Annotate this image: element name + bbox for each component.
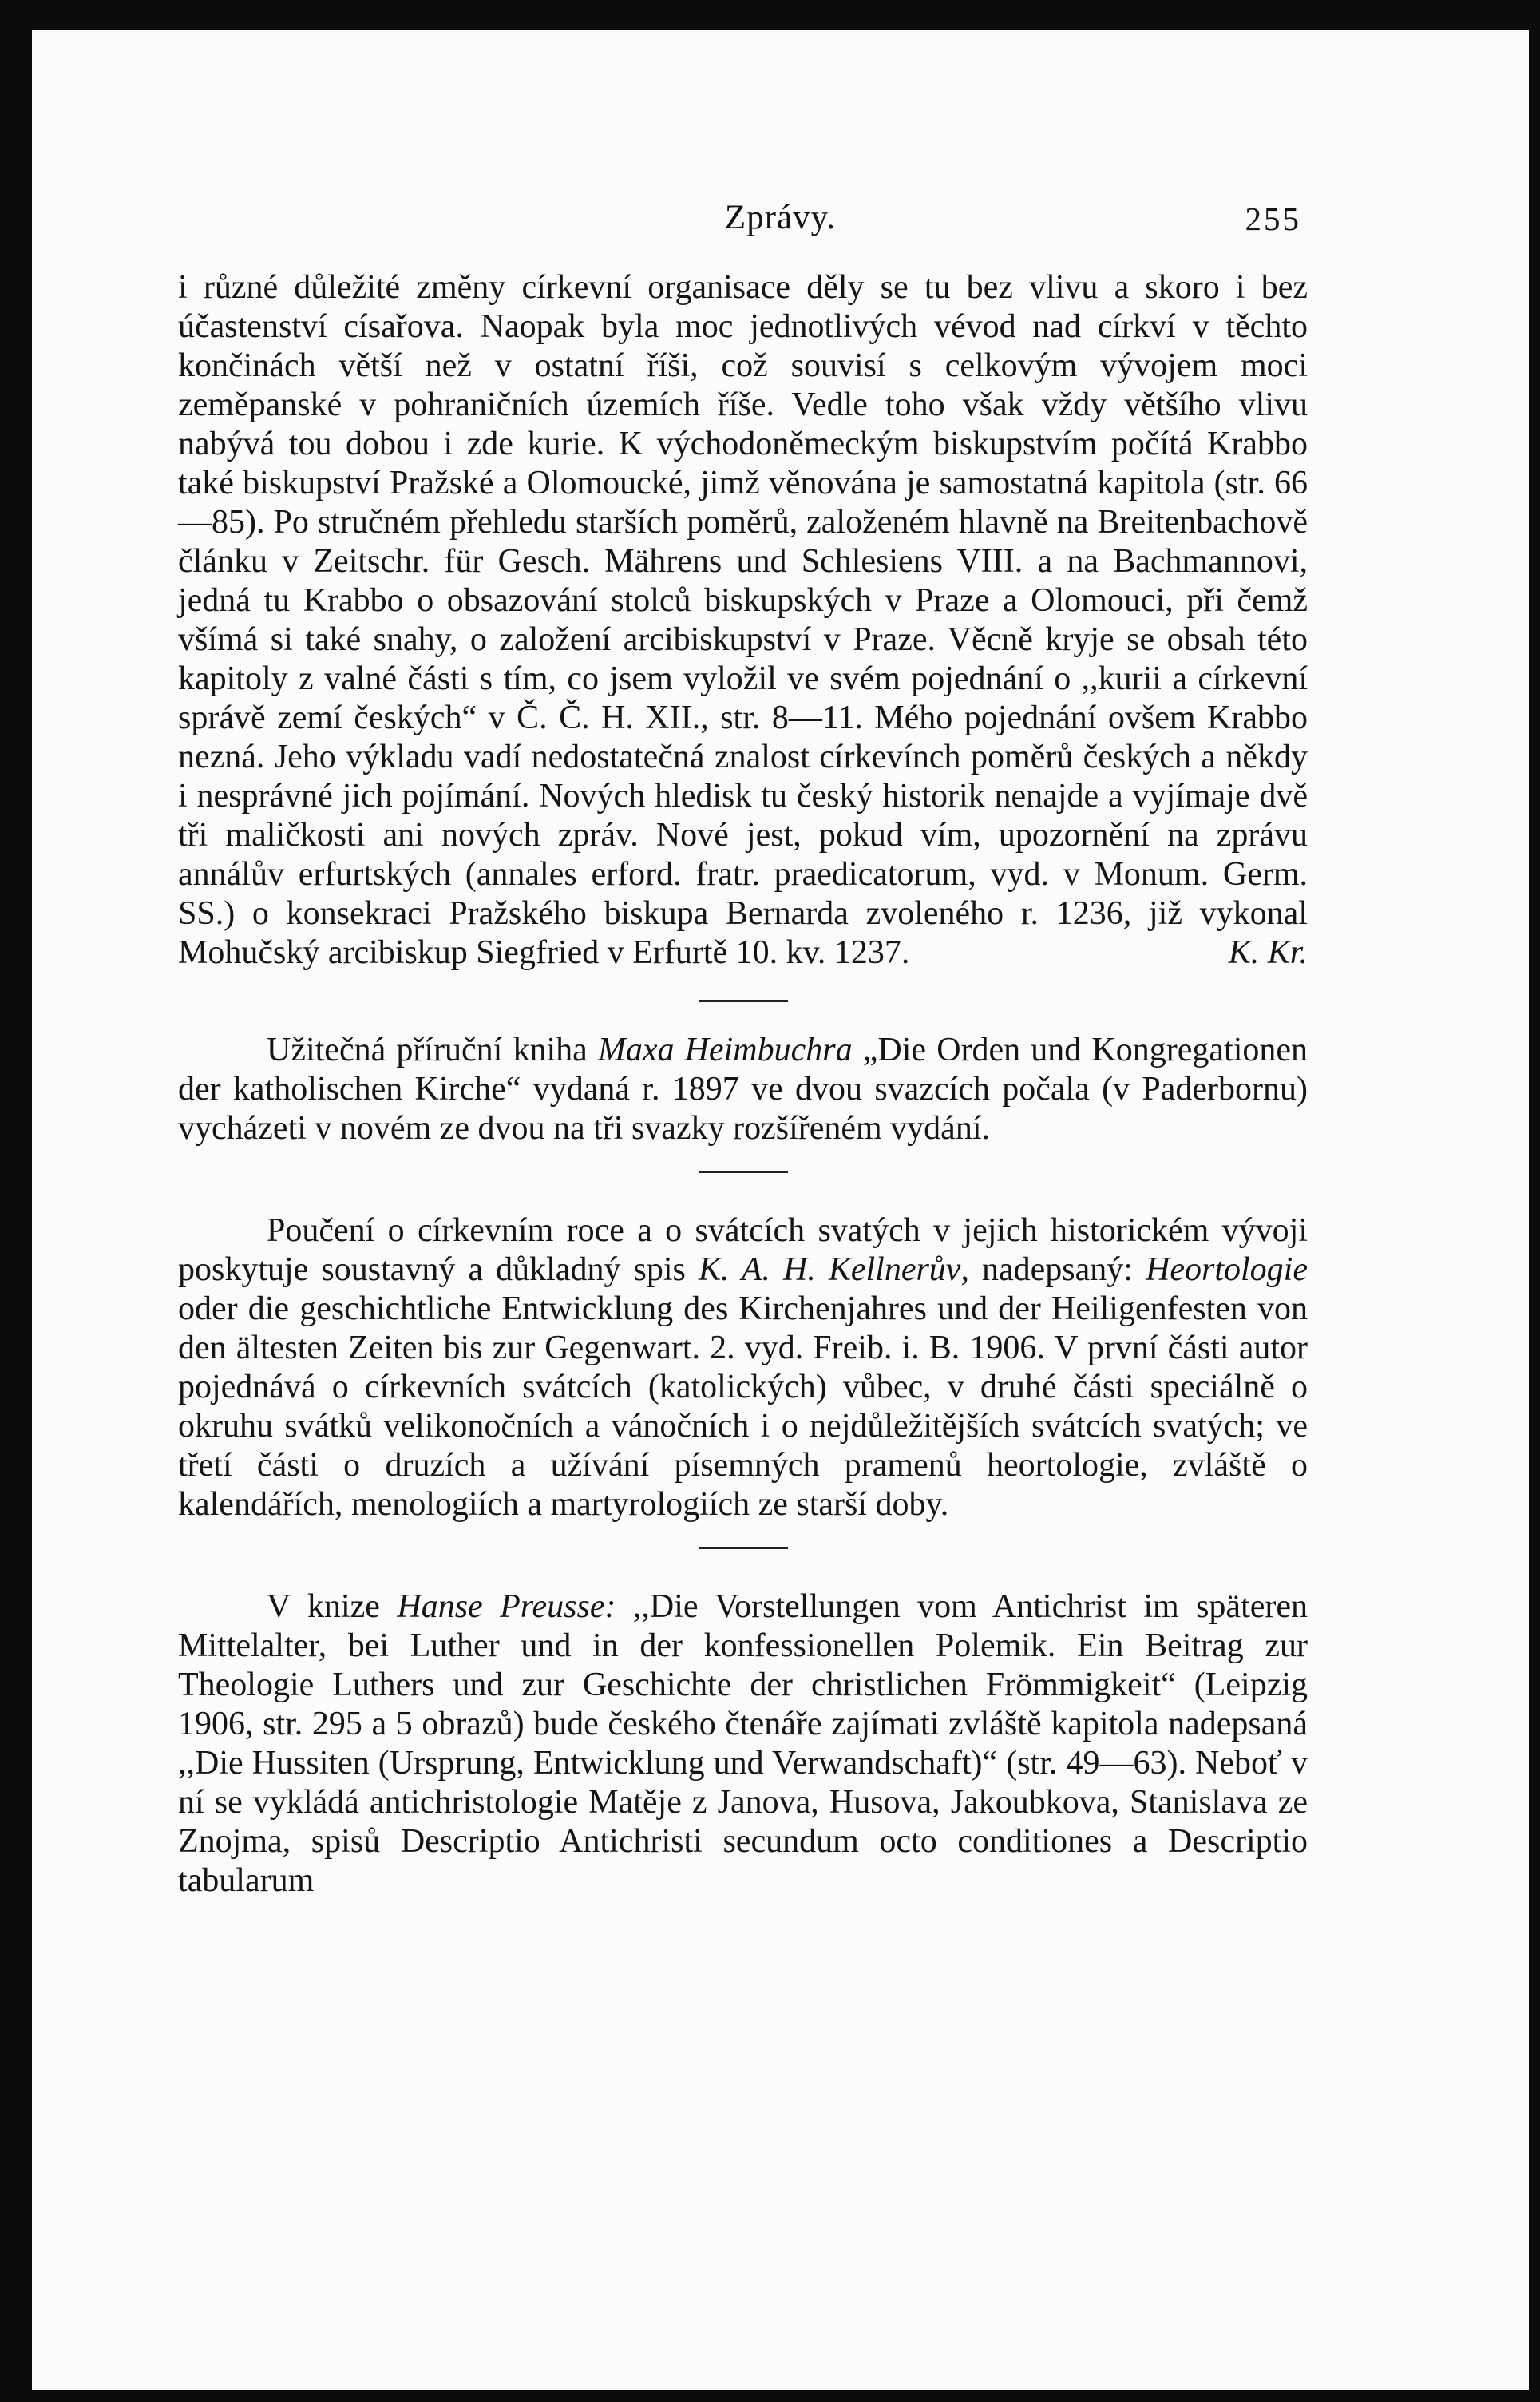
author-name: Maxa Heimbuchra	[597, 1032, 853, 1068]
paragraph-text: „Die Orden und Kongregationen der katholischen Kirche“ vydaná r. 1897 ve dvou svazcích počala (v Paderbornu) vycházeti v novém ze dvou na tři svazky rozšířeném vydání.	[178, 1032, 1308, 1147]
section-divider	[699, 1547, 788, 1549]
author-signature: K. Kr.	[1228, 934, 1308, 971]
body-text	[178, 268, 1308, 1901]
paragraph-heimbuchr-note	[178, 1031, 1308, 1148]
paragraph-text: ,,Die Vorstellungen vom Antichrist im späteren Mittelalter, bei Luther und in der konfessionellen Polemik. Ein Beitrag zur Theologie Luthers und zur Geschichte der christlichen Frömmigkeit“ (Leipzig 1906, str. 295 a 5 obrazů) bude českého čtenáře zajímati zvláště kapitola nadepsaná ,,Die Hussiten (Ursprung, Entwicklung und Verwandschaft)“ (str. 49—63). Neboť v ní se vykládá antichristologie Matěje z Janova, Husova, Jakoubkova, Stanislava ze Znojma, spisů Descriptio Antichristi secundum octo conditiones a Descriptio tabularum	[178, 1588, 1308, 1899]
book-title: Heortologie	[1146, 1251, 1308, 1288]
paragraph-preusse-note	[178, 1587, 1308, 1901]
section-divider	[699, 1000, 788, 1002]
author-name: Hanse Preusse:	[397, 1588, 616, 1625]
paragraph-text: Užitečná příruční kniha	[267, 1032, 598, 1068]
paragraph-text: i různé důležité změny církevní organisace děly se tu bez vlivu a skoro i bez účastenství císařova. Naopak byla moc jednotlivých vévod nad církví v těchto končinách větší než v ostatní říši, což souvisí s celkovým vývojem moci zeměpanské v pohraničních územích říše. Vedle toho však vždy většího vlivu nabývá tou dobou i zde kurie. K východoněmeckým biskupstvím počítá Krabbo také biskupství Pražské a Olomoucké, jimž věnována je samostatná kapitola (str. 66—85). Po stručném přehledu starších poměrů, založeném hlavně na Breitenbachově článku v Zeitschr. für Gesch. Mährens und Schlesiens VIII. a na Bachmannovi, jedná tu Krabbo o obsazování stolců biskupských v Praze a Olomouci, při čemž všímá si také snahy, o založení arcibiskupství v Praze. Věcně kryje se obsah této kapitoly z valné části s tím, co jsem vyložil ve svém pojednání o ,,kurii a církevní správě zemí českých“ v Č. Č. H. XII., str. 8—11. Mého pojednání ovšem Krabbo nezná. Jeho výkladu vadí nedostatečná znalost církevínch poměrů českých a někdy i nesprávné jich pojímání. Nových hledisk tu český historik nenajde a vyjímaje dvě tři maličkosti ani nových zpráv. Nové jest, pokud vím, upozornění na zprávu annálův erfurtských (annales erford. fratr. praedicatorum, vyd. v Monum. Germ. SS.) o konsekraci Pražského biskupa Bernarda zvoleného r. 1236, již vykonal Mohučský arcibiskup Siegfried v Erfurtě 10. kv. 1237.	[178, 269, 1308, 971]
book-page	[32, 30, 1529, 2390]
paragraph-kellner-note	[178, 1211, 1308, 1524]
running-header	[32, 198, 1529, 246]
page-number: 255	[1245, 200, 1301, 237]
paragraph-text: , nadepsaný:	[960, 1251, 1146, 1288]
paragraph-text: V knize	[267, 1588, 398, 1625]
section-divider	[699, 1171, 788, 1173]
page-title: Zprávy.	[724, 199, 837, 236]
paragraph-text: Poučení o církevním roce a o svátcích svatých v jejich historickém vývoji poskytuje soustavný a důkladný spis	[178, 1212, 1308, 1288]
author-name: K. A. H. Kellnerův	[698, 1251, 961, 1288]
paragraph-text: oder die geschichtliche Entwicklung des Kirchenjahres und der Heiligenfesten von den ältesten Zeiten bis zur Gegenwart. 2. vyd. Freib. i. B. 1906. V první části autor pojednává o církevních svátcích (katolických) vůbec, v druhé části speciálně o okruhu svátků velikonočních a vánočních i o nejdůležitějších svátcích svatých; ve třetí části o druzích a užívání písemných pramenů heortologie, zvláště o kalendářích, menologiích a martyrologiích ze starší doby.	[178, 1290, 1308, 1523]
paragraph-krabbo-review	[178, 268, 1308, 973]
